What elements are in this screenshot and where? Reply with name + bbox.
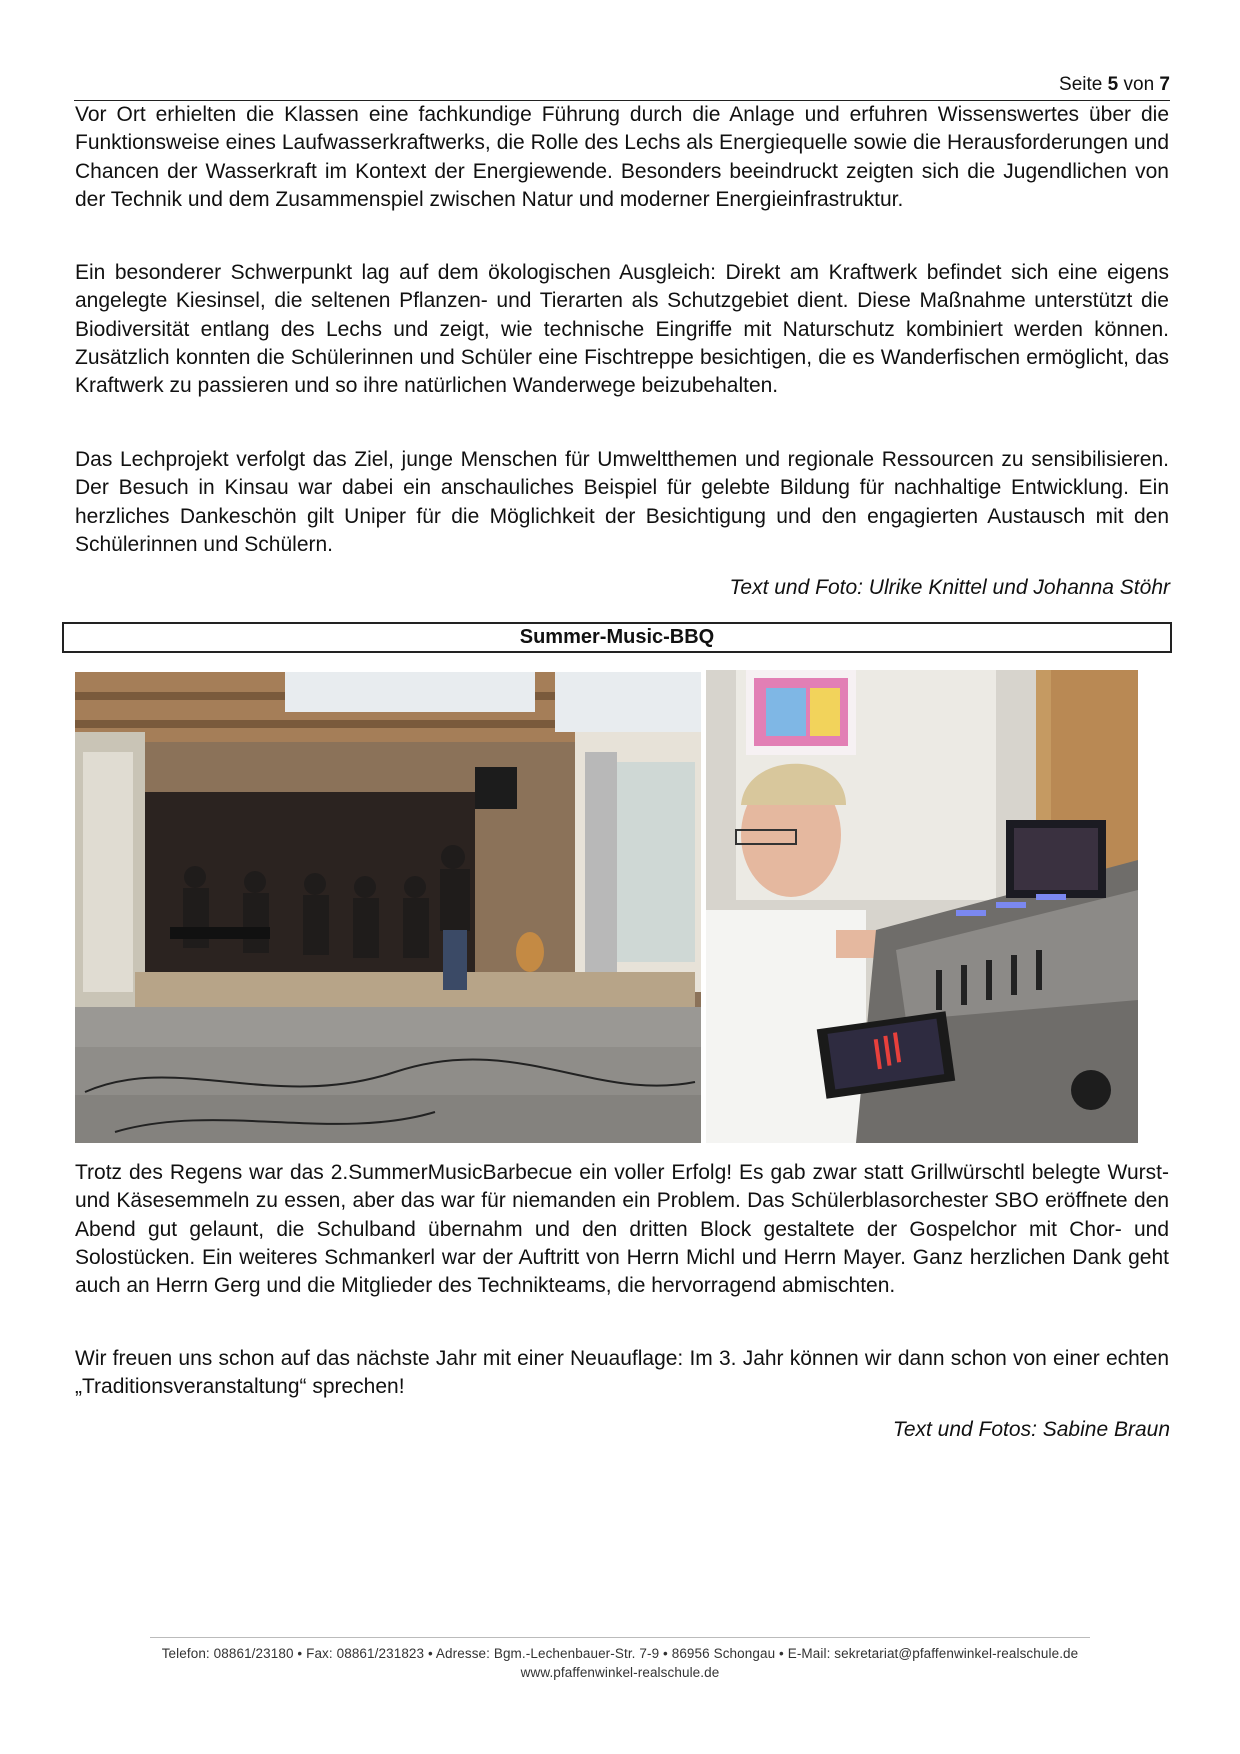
- page-number: [1059, 74, 1170, 96]
- article2-credit: Text und Fotos: Sabine Braun: [892, 1418, 1170, 1441]
- article1-paragraph: Das Lechprojekt verfolgt das Ziel, junge Menschen für Umweltthemen und regionale Ressourcen zu sensibilisieren. Der Besuch in Kinsau war dabei ein anschauliches Beispiel für gelebte Bildung für nachhaltige Entwicklung. Ein herzliches Dankeschön gilt Uniper für die Möglichkeit der Besichtigung und den engagierten Austausch mit den Schülerinnen und Schülern.: [75, 448, 1169, 556]
- article1-paragraph: Ein besonderer Schwerpunkt lag auf dem ökologischen Ausgleich: Direkt am Kraftwerk befindet sich eine eigens angelegte Kiesinsel, die seltenen Pflanzen- und Tierarten als Schutzgebiet dient. Diese Maßnahme unterstützt die Biodiversität entlang des Lechs und zeigt, wie technische Eingriffe mit Naturschutz kombiniert werden können. Zusätzlich konnten die Schülerinnen und Schüler eine Fischtreppe besichtigen, die es Wanderfischen ermöglicht, das Kraftwerk zu passieren und so ihre natürlichen Wanderwege beizubehalten.: [75, 261, 1169, 398]
- footer-contact: Telefon: 08861/23180 • Fax: 08861/231823 • Adresse: Bgm.-Lechenbauer-Str. 7-9 • 86956 Schongau • E-Mail: sekretariat@pfaffenwinkel-realschule.de: [161, 1646, 1079, 1661]
- page-current: 5: [1107, 74, 1119, 95]
- page-total: 7: [1159, 74, 1170, 95]
- page-prefix: Seite: [1059, 74, 1108, 95]
- page-header: [74, 72, 1170, 101]
- footer-divider: [150, 1637, 1090, 1638]
- article2-paragraph: Trotz des Regens war das 2.SummerMusicBarbecue ein voller Erfolg! Es gab zwar statt Grillwürschtl belegte Wurst- und Käsesemmeln zu essen, aber das war für niemanden ein Problem. Das Schülerblasorchester SBO eröffnete den Abend gut gelaunt, die Schulband übernahm und den dritten Block gestaltete der Gospelchor mit Chor- und Solostücken. Ein weiteres Schmankerl war der Auftritt von Herrn Michl und Herrn Mayer. Ganz herzlichen Dank geht auch an Herrn Gerg und die Mitglieder des Technikteams, die hervorragend abmischten.: [75, 1161, 1169, 1298]
- section-title-box: [62, 622, 1172, 653]
- page-mid: von: [1118, 74, 1160, 95]
- article1-paragraph: Vor Ort erhielten die Klassen eine fachkundige Führung durch die Anlage und erfuhren Wissenswertes über die Funktionsweise eines Laufwasserkraftwerks, die Rolle des Lechs als Energiequelle sowie die Herausforderungen und Chancen der Wasserkraft im Kontext der Energiewende. Besonders beeindruckt zeigten sich die Jugendlichen von der Technik und dem Zusammenspiel zwischen Natur und moderner Energieinfrastruktur.: [75, 103, 1169, 211]
- article1-credit: Text und Foto: Ulrike Knittel und Johanna Stöhr: [729, 576, 1170, 599]
- sound-technician-photo: [706, 670, 1138, 1143]
- band-photo: [75, 672, 701, 1143]
- article2-paragraph: Wir freuen uns schon auf das nächste Jahr mit einer Neuauflage: Im 3. Jahr können wir dann schon von einer echten „Traditionsveranstaltung“ sprechen!: [75, 1347, 1169, 1399]
- footer-website[interactable]: www.pfaffenwinkel-realschule.de: [520, 1665, 720, 1680]
- section-title: Summer-Music-BBQ: [519, 626, 715, 648]
